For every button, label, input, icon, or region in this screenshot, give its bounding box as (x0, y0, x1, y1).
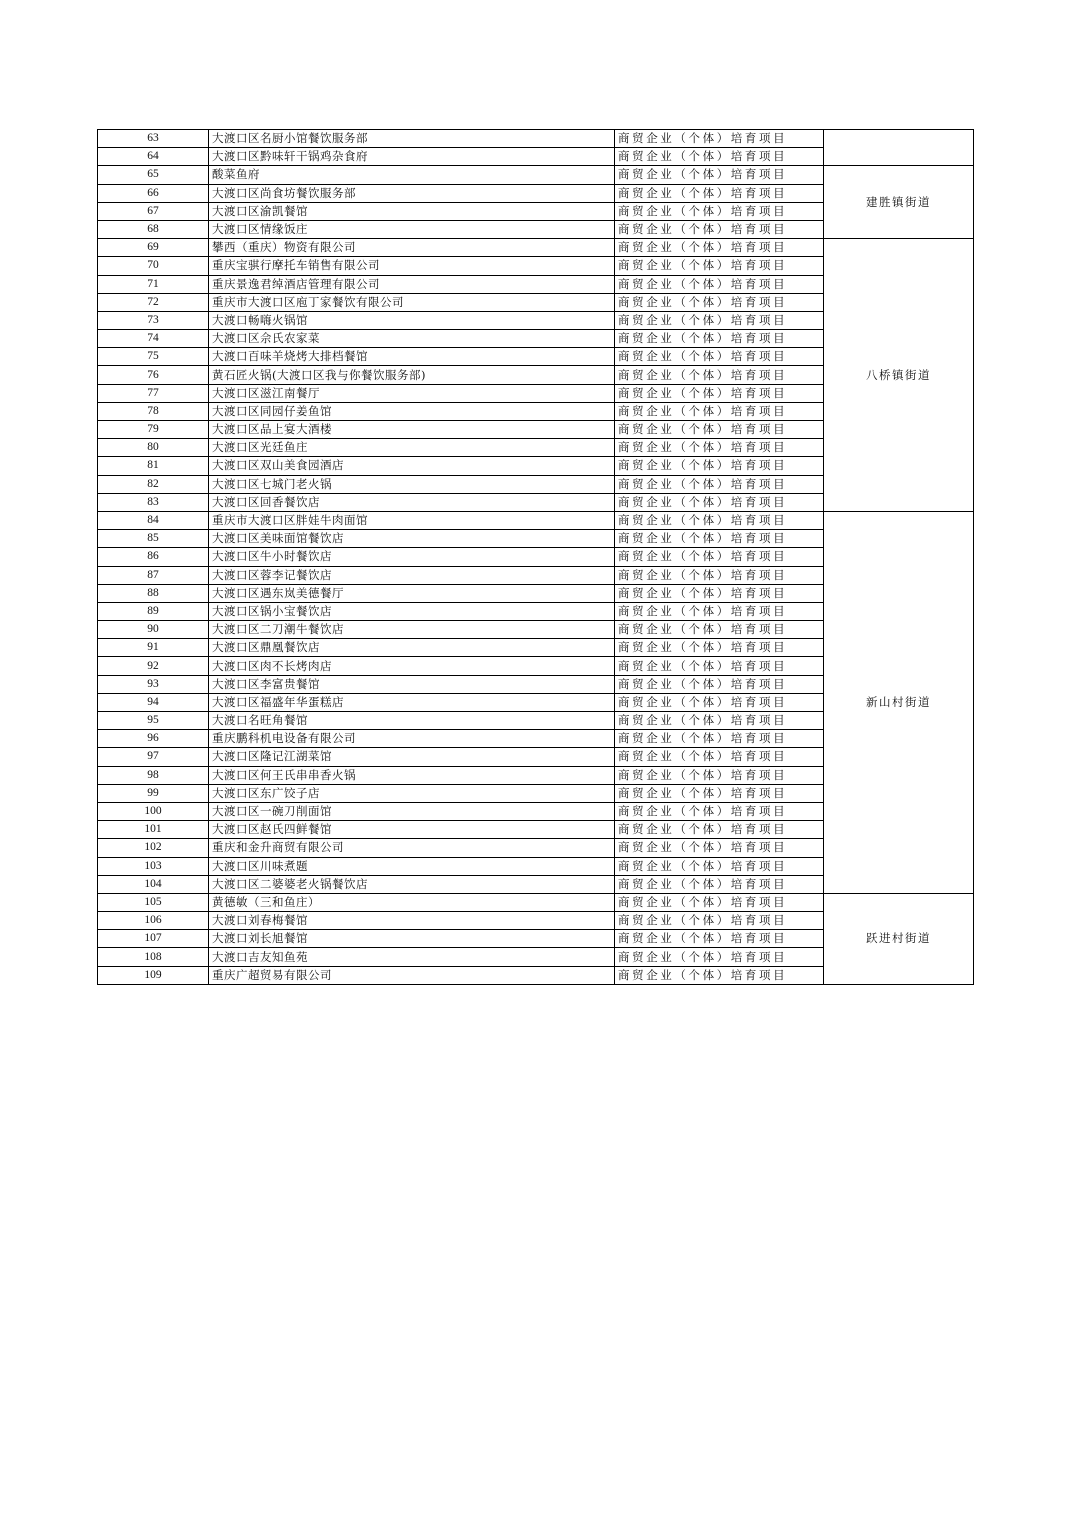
company-name: 重庆鹏科机电设备有限公司 (209, 730, 615, 748)
company-name: 大渡口区川味煮题 (209, 857, 615, 875)
company-name: 大渡口区隆记江湖菜馆 (209, 748, 615, 766)
project-category: 商贸企业（个体）培育项目 (615, 966, 824, 984)
company-name: 大渡口区二刀潮牛餐饮店 (209, 621, 615, 639)
row-number: 71 (98, 275, 209, 293)
company-name: 大渡口区蓉李记餐饮店 (209, 566, 615, 584)
company-name: 大渡口区李富贵餐馆 (209, 675, 615, 693)
row-number: 90 (98, 621, 209, 639)
row-number: 67 (98, 202, 209, 220)
project-category: 商贸企业（个体）培育项目 (615, 602, 824, 620)
company-name: 大渡口区名厨小馆餐饮服务部 (209, 130, 615, 148)
project-category: 商贸企业（个体）培育项目 (615, 584, 824, 602)
row-number: 96 (98, 730, 209, 748)
row-number: 93 (98, 675, 209, 693)
row-number: 66 (98, 184, 209, 202)
table-row (98, 511, 974, 529)
project-category: 商贸企业（个体）培育项目 (615, 639, 824, 657)
row-number: 92 (98, 657, 209, 675)
project-category: 商贸企业（个体）培育项目 (615, 730, 824, 748)
row-number: 69 (98, 239, 209, 257)
project-category: 商贸企业（个体）培育项目 (615, 457, 824, 475)
company-name: 大渡口区尚食坊餐饮服务部 (209, 184, 615, 202)
row-number: 86 (98, 548, 209, 566)
project-category: 商贸企业（个体）培育项目 (615, 893, 824, 911)
row-number: 105 (98, 893, 209, 911)
row-number: 75 (98, 348, 209, 366)
row-number: 63 (98, 130, 209, 148)
company-name: 大渡口区肉不长烤肉店 (209, 657, 615, 675)
row-number: 109 (98, 966, 209, 984)
company-name: 酸菜鱼府 (209, 166, 615, 184)
company-name: 重庆和金升商贸有限公司 (209, 839, 615, 857)
company-name: 大渡口区品上宴大酒楼 (209, 421, 615, 439)
table-row (98, 893, 974, 911)
project-category: 商贸企业（个体）培育项目 (615, 839, 824, 857)
company-name: 大渡口区渝凯餐馆 (209, 202, 615, 220)
project-category: 商贸企业（个体）培育项目 (615, 293, 824, 311)
project-category: 商贸企业（个体）培育项目 (615, 166, 824, 184)
row-number: 89 (98, 602, 209, 620)
company-name: 黄石匠火锅(大渡口区我与你餐饮服务部) (209, 366, 615, 384)
row-number: 97 (98, 748, 209, 766)
row-number: 103 (98, 857, 209, 875)
row-number: 98 (98, 766, 209, 784)
street-name: 八桥镇街道 (824, 239, 974, 512)
project-category: 商贸企业（个体）培育项目 (615, 621, 824, 639)
table-row (98, 239, 974, 257)
project-category: 商贸企业（个体）培育项目 (615, 712, 824, 730)
company-name: 大渡口区一碗刀削面馆 (209, 802, 615, 820)
project-category: 商贸企业（个体）培育项目 (615, 802, 824, 820)
company-name: 大渡口区佘氏农家菜 (209, 330, 615, 348)
company-name: 大渡口刘春梅餐馆 (209, 912, 615, 930)
project-category: 商贸企业（个体）培育项目 (615, 657, 824, 675)
row-number: 94 (98, 693, 209, 711)
company-name: 大渡口区东广饺子店 (209, 784, 615, 802)
project-category: 商贸企业（个体）培育项目 (615, 857, 824, 875)
row-number: 104 (98, 875, 209, 893)
company-name: 大渡口区美味面馆餐饮店 (209, 530, 615, 548)
project-category: 商贸企业（个体）培育项目 (615, 202, 824, 220)
project-category: 商贸企业（个体）培育项目 (615, 693, 824, 711)
row-number: 95 (98, 712, 209, 730)
company-name: 大渡口区鼎凰餐饮店 (209, 639, 615, 657)
company-name: 大渡口吉友知鱼苑 (209, 948, 615, 966)
row-number: 88 (98, 584, 209, 602)
project-category: 商贸企业（个体）培育项目 (615, 748, 824, 766)
row-number: 80 (98, 439, 209, 457)
company-name: 大渡口区滋江南餐厅 (209, 384, 615, 402)
row-number: 65 (98, 166, 209, 184)
project-category: 商贸企业（个体）培育项目 (615, 912, 824, 930)
row-number: 83 (98, 493, 209, 511)
row-number: 79 (98, 421, 209, 439)
table-row (98, 130, 974, 148)
row-number: 106 (98, 912, 209, 930)
company-name: 大渡口刘长旭餐馆 (209, 930, 615, 948)
project-category: 商贸企业（个体）培育项目 (615, 421, 824, 439)
row-number: 107 (98, 930, 209, 948)
company-name: 大渡口区赵氏四鲜餐馆 (209, 821, 615, 839)
row-number: 74 (98, 330, 209, 348)
row-number: 68 (98, 220, 209, 238)
project-category: 商贸企业（个体）培育项目 (615, 275, 824, 293)
row-number: 85 (98, 530, 209, 548)
row-number: 64 (98, 148, 209, 166)
project-category: 商贸企业（个体）培育项目 (615, 220, 824, 238)
project-category: 商贸企业（个体）培育项目 (615, 384, 824, 402)
project-category: 商贸企业（个体）培育项目 (615, 675, 824, 693)
row-number: 76 (98, 366, 209, 384)
company-name: 大渡口区双山美食园酒店 (209, 457, 615, 475)
company-name: 大渡口区同园仔姜鱼馆 (209, 402, 615, 420)
company-name: 大渡口区回香餐饮店 (209, 493, 615, 511)
project-category: 商贸企业（个体）培育项目 (615, 766, 824, 784)
project-category: 商贸企业（个体）培育项目 (615, 184, 824, 202)
company-name: 大渡口区福盛年华蛋糕店 (209, 693, 615, 711)
row-number: 102 (98, 839, 209, 857)
row-number: 73 (98, 311, 209, 329)
company-name: 大渡口区何王氏串串香火锅 (209, 766, 615, 784)
project-category: 商贸企业（个体）培育项目 (615, 330, 824, 348)
row-number: 77 (98, 384, 209, 402)
project-category: 商贸企业（个体）培育项目 (615, 366, 824, 384)
project-category: 商贸企业（个体）培育项目 (615, 821, 824, 839)
company-name: 重庆广超贸易有限公司 (209, 966, 615, 984)
row-number: 81 (98, 457, 209, 475)
company-name: 重庆景逸君绰酒店管理有限公司 (209, 275, 615, 293)
company-name: 大渡口百味羊烧烤大排档餐馆 (209, 348, 615, 366)
table-row (98, 166, 974, 184)
street-name (824, 130, 974, 166)
street-name: 新山村街道 (824, 511, 974, 893)
row-number: 91 (98, 639, 209, 657)
project-category: 商贸企业（个体）培育项目 (615, 948, 824, 966)
project-category: 商贸企业（个体）培育项目 (615, 475, 824, 493)
project-category: 商贸企业（个体）培育项目 (615, 148, 824, 166)
row-number: 78 (98, 402, 209, 420)
company-name: 大渡口名旺角餐馆 (209, 712, 615, 730)
project-category: 商贸企业（个体）培育项目 (615, 239, 824, 257)
street-name: 跃进村街道 (824, 893, 974, 984)
company-name: 重庆市大渡口区胖娃牛肉面馆 (209, 511, 615, 529)
company-name: 重庆市大渡口区庖丁家餐饮有限公司 (209, 293, 615, 311)
row-number: 87 (98, 566, 209, 584)
project-category: 商贸企业（个体）培育项目 (615, 930, 824, 948)
project-category: 商贸企业（个体）培育项目 (615, 257, 824, 275)
project-category: 商贸企业（个体）培育项目 (615, 311, 824, 329)
project-category: 商贸企业（个体）培育项目 (615, 548, 824, 566)
row-number: 108 (98, 948, 209, 966)
row-number: 100 (98, 802, 209, 820)
project-category: 商贸企业（个体）培育项目 (615, 511, 824, 529)
row-number: 84 (98, 511, 209, 529)
company-name: 重庆宝骐行摩托车销售有限公司 (209, 257, 615, 275)
project-table-body (98, 130, 974, 985)
company-name: 大渡口区光廷鱼庄 (209, 439, 615, 457)
company-name: 大渡口区情缘饭庄 (209, 220, 615, 238)
company-name: 黄德敏（三和鱼庄） (209, 893, 615, 911)
company-name: 攀西（重庆）物资有限公司 (209, 239, 615, 257)
project-category: 商贸企业（个体）培育项目 (615, 875, 824, 893)
company-name: 大渡口畅嗨火锅馆 (209, 311, 615, 329)
row-number: 70 (98, 257, 209, 275)
row-number: 101 (98, 821, 209, 839)
project-category: 商贸企业（个体）培育项目 (615, 493, 824, 511)
company-name: 大渡口区遇东岚美德餐厅 (209, 584, 615, 602)
row-number: 99 (98, 784, 209, 802)
street-name: 建胜镇街道 (824, 166, 974, 239)
project-category: 商贸企业（个体）培育项目 (615, 784, 824, 802)
project-table (97, 129, 974, 985)
project-category: 商贸企业（个体）培育项目 (615, 402, 824, 420)
company-name: 大渡口区锅小宝餐饮店 (209, 602, 615, 620)
project-category: 商贸企业（个体）培育项目 (615, 566, 824, 584)
project-category: 商贸企业（个体）培育项目 (615, 439, 824, 457)
company-name: 大渡口区牛小时餐饮店 (209, 548, 615, 566)
row-number: 82 (98, 475, 209, 493)
company-name: 大渡口区二婆婆老火锅餐饮店 (209, 875, 615, 893)
company-name: 大渡口区七城门老火锅 (209, 475, 615, 493)
project-category: 商贸企业（个体）培育项目 (615, 530, 824, 548)
company-name: 大渡口区黔味轩干锅鸡杂食府 (209, 148, 615, 166)
project-category: 商贸企业（个体）培育项目 (615, 130, 824, 148)
row-number: 72 (98, 293, 209, 311)
project-category: 商贸企业（个体）培育项目 (615, 348, 824, 366)
